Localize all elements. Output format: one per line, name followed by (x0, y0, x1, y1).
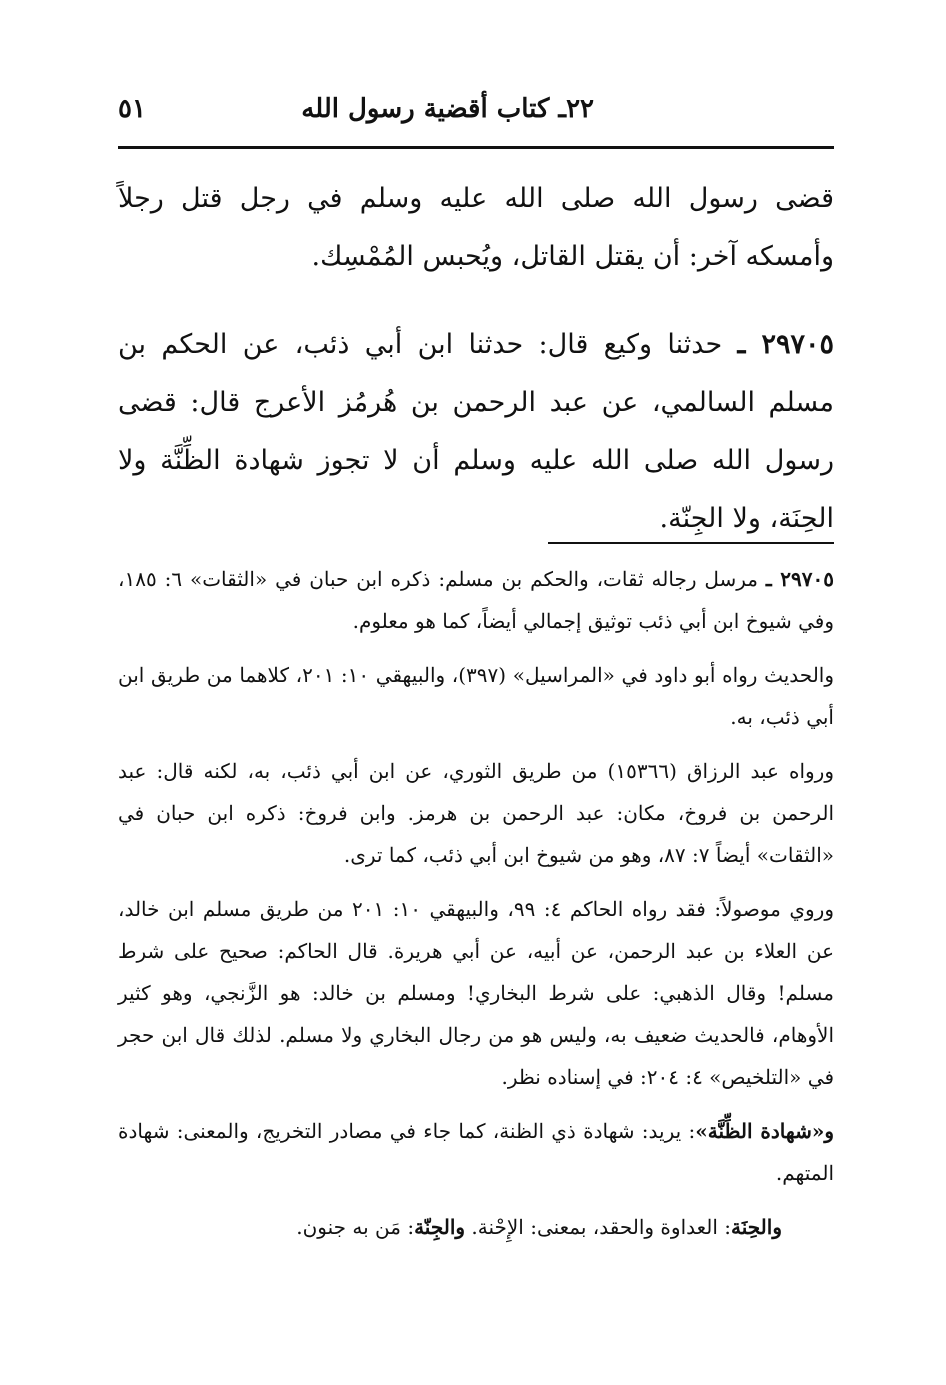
glossary-term: والجِنّة (414, 1215, 466, 1239)
footnotes (118, 558, 834, 1260)
footnote-2: والحديث رواه أبو داود في «المراسيل» (٣٩٧)، والبيهقي ١٠: ٢٠١، كلاهما من طريق ابن أبي ذئب، به. (118, 663, 834, 729)
footnote-1 (118, 558, 834, 642)
running-title: ٢٢ـ كتاب أقضية رسول الله (301, 94, 594, 124)
footnote-4: وروي موصولاً: فقد رواه الحاكم ٤: ٩٩، والبيهقي ١٠: ٢٠١ من طريق مسلم ابن خالد، عن العلاء بن عبد الرحمن، عن أبيه، عن أبي هريرة. قال الحاكم: صحيح على شرط مسلم! وقال الذهبي: على شرط البخاري! ومسلم بن خالد: هو الزَّنجي، وهو كثير الأوهام، فالحديث ضعيف به، وليس هو من رجال البخاري ولا مسلم. لذلك قال ابن حجر في «التلخيص» ٤: ٢٠٤: في إسناده نظر. (118, 897, 834, 1089)
glossary-text: : العداوة والحقد، بمعنى: الإِحْنة. (465, 1215, 732, 1239)
footnote-5 (118, 1110, 834, 1194)
footnote-number: ٢٩٧٠٥ ـ (765, 567, 834, 591)
footnote-rule (548, 542, 834, 544)
hadith-number: ٢٩٧٠٥ ـ (737, 329, 835, 360)
header-rule (118, 146, 834, 149)
footnote-6 (118, 1206, 834, 1248)
glossary-term: والحِنَة (731, 1215, 782, 1239)
hadith-text: حدثنا وكيع قال: حدثنا ابن أبي ذئب، عن الحكم بن مسلم السالمي، عن عبد الرحمن بن هُرمُز الأعرج قال: قضى رسول الله صلى الله عليه وسلم أن لا تجوز شهادة الظِّنَّة ولا الحِنَة، ولا الجِنّة. (118, 329, 834, 534)
main-text (118, 170, 834, 548)
paragraph-continued: قضى رسول الله صلى الله عليه وسلم في رجل قتل رجلاً وأمسكه آخر: أن يقتل القاتل، ويُحبس المُمْسِك. (118, 183, 834, 272)
page-header (118, 88, 834, 138)
glossary-text: : مَن به جنون. (296, 1215, 415, 1239)
glossary-text: : يريد: شهادة ذي الظنة، كما جاء في مصادر التخريج، والمعنى: شهادة المتهم. (118, 1119, 834, 1185)
paragraph-hadith-29705 (118, 316, 834, 548)
footnote-text: مرسل رجاله ثقات، والحكم بن مسلم: ذكره ابن حبان في «الثقات» ٦: ١٨٥، وفي شيوخ ابن أبي ذئب توثيق إجمالي أيضاً، كما هو معلوم. (118, 567, 834, 633)
glossary-term: و«شهادة الظِّنَّة» (695, 1119, 835, 1143)
page-number: ٥١ (118, 94, 146, 124)
footnote-3: ورواه عبد الرزاق (١٥٣٦٦) من طريق الثوري، عن ابن أبي ذئب، به، لكنه قال: عبد الرحمن بن فروخ، مكان: عبد الرحمن بن هرمز. وابن فروخ: ذكره ابن حبان في «الثقات» أيضاً ٧: ٨٧، وهو من شيوخ ابن أبي ذئب، كما ترى. (118, 759, 834, 867)
